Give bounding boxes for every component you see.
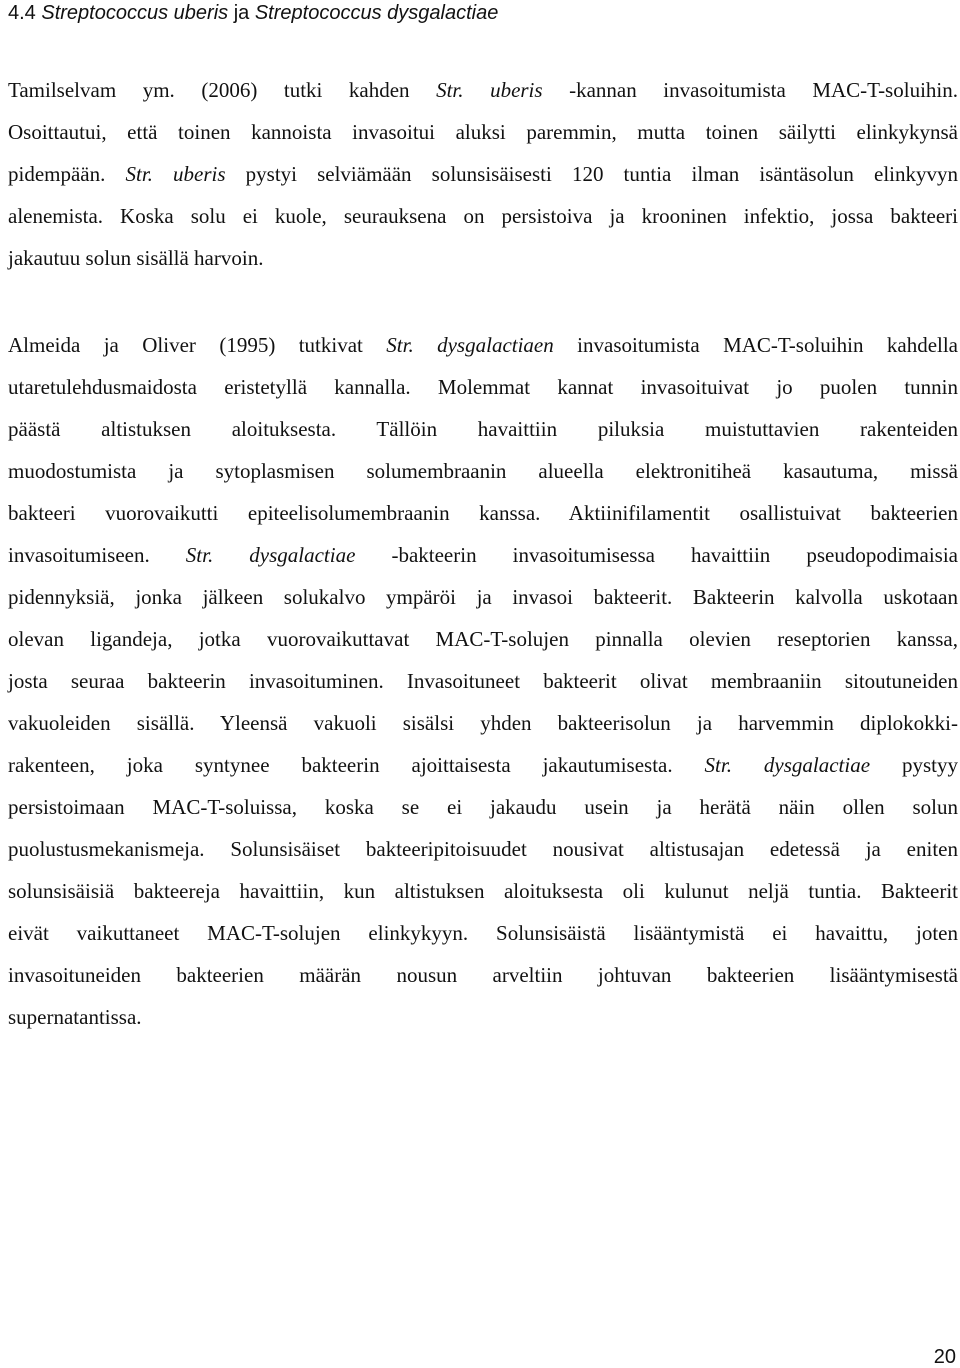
text-line: persistoimaan MAC-T-soluissa, koska se ei jakaudu usein ja herätä näin ollen solun [8, 795, 958, 819]
text-line: puolustusmekanismeja. Solunsisäiset bakteeripitoisuudet nousivat altistusajan edetessä ja eniten [8, 837, 958, 861]
text-line: päästä altistuksen aloituksesta. Tällöin havaittiin piluksia muistuttavien rakenteiden [8, 417, 958, 441]
text-line: supernatantissa. [8, 1005, 142, 1029]
species-name-dysgalactiae: Streptococcus dysgalactiae [254, 2, 499, 24]
species-name: Str. dysgalactiae [185, 543, 356, 567]
text-line: rakenteen, joka syntynee bakteerin ajoittaisesta jakautumisesta. Str. dysgalactiae pystyy [8, 753, 958, 777]
species-name: Str. dysgalactiae [704, 753, 871, 777]
text-line: bakteeri vuorovaikutti epiteelisolumembraanin kanssa. Aktiinifilamentit osallistuivat bakteerien [8, 501, 958, 525]
section-number: 4.4 [8, 2, 36, 24]
text-line: Almeida ja Oliver (1995) tutkivat Str. dysgalactiaen invasoitumista MAC-T-soluihin kahdella [8, 333, 959, 357]
species-name-uberis: Streptococcus uberis [41, 2, 229, 24]
text-line: olevan ligandeja, jotka vuorovaikuttavat MAC-T-solujen pinnalla olevien reseptorien kanssa, [8, 627, 958, 651]
text-line: josta seuraa bakteerin invasoituminen. Invasoituneet bakteerit olivat membraaniin sitoutuneiden [8, 669, 958, 693]
species-name: Str. uberis [125, 162, 226, 186]
page-number: 20 [933, 1346, 956, 1368]
text-line: muodostumista ja sytoplasmisen solumembraanin alueella elektronitiheä kasautuma, missä [8, 459, 958, 483]
text-line: invasoitumiseen. Str. dysgalactiae -bakteerin invasoitumisessa havaittiin pseudopodimaisia [8, 543, 958, 567]
text-line: invasoituneiden bakteerien määrän nousun arveltiin johtuvan bakteerien lisääntymisestä [8, 963, 958, 987]
text-line: Osoittautui, että toinen kannoista invasoitui aluksi paremmin, mutta toinen säilytti elinkykynsä [8, 120, 958, 144]
species-name: Str. dysgalactiaen [386, 333, 554, 357]
text-line: jakautuu solun sisällä harvoin. [8, 246, 264, 270]
text-line: vakuoleiden sisällä. Yleensä vakuoli sisälsi yhden bakteerisolun ja harvemmin diplokokki- [8, 711, 958, 735]
text-line: alenemista. Koska solu ei kuole, seurauksena on persistoiva ja krooninen infektio, jossa bakteeri [8, 204, 958, 228]
species-name: Str. uberis [436, 78, 543, 102]
paragraph-almeida-oliver [8, 324, 958, 1038]
text-line: Tamilselvam ym. (2006) tutki kahden Str. uberis -kannan invasoitumista MAC-T-soluihin. [8, 78, 958, 102]
heading-conjunction: ja [233, 2, 250, 24]
text-line: pidempään. Str. uberis pystyi selviämään solunsisäisesti 120 tuntia ilman isäntäsolun elinkyvyn [8, 162, 959, 186]
text-line: utaretulehdusmaidosta eristetyllä kannalla. Molemmat kannat invasoituivat jo puolen tunnin [8, 375, 958, 399]
paragraph-tamilselvam [8, 69, 958, 279]
text-line: solunsisäisiä bakteereja havaittiin, kun altistuksen aloituksesta oli kulunut neljä tuntia. Bakteerit [8, 879, 958, 903]
section-heading [8, 0, 498, 26]
text-line: eivät vaikuttaneet MAC-T-solujen elinkykyyn. Solunsisäistä lisääntymistä ei havaittu, joten [8, 921, 958, 945]
text-line: pidennyksiä, jonka jälkeen solukalvo ympäröi ja invasoi bakteerit. Bakteerin kalvolla uskotaan [8, 585, 958, 609]
